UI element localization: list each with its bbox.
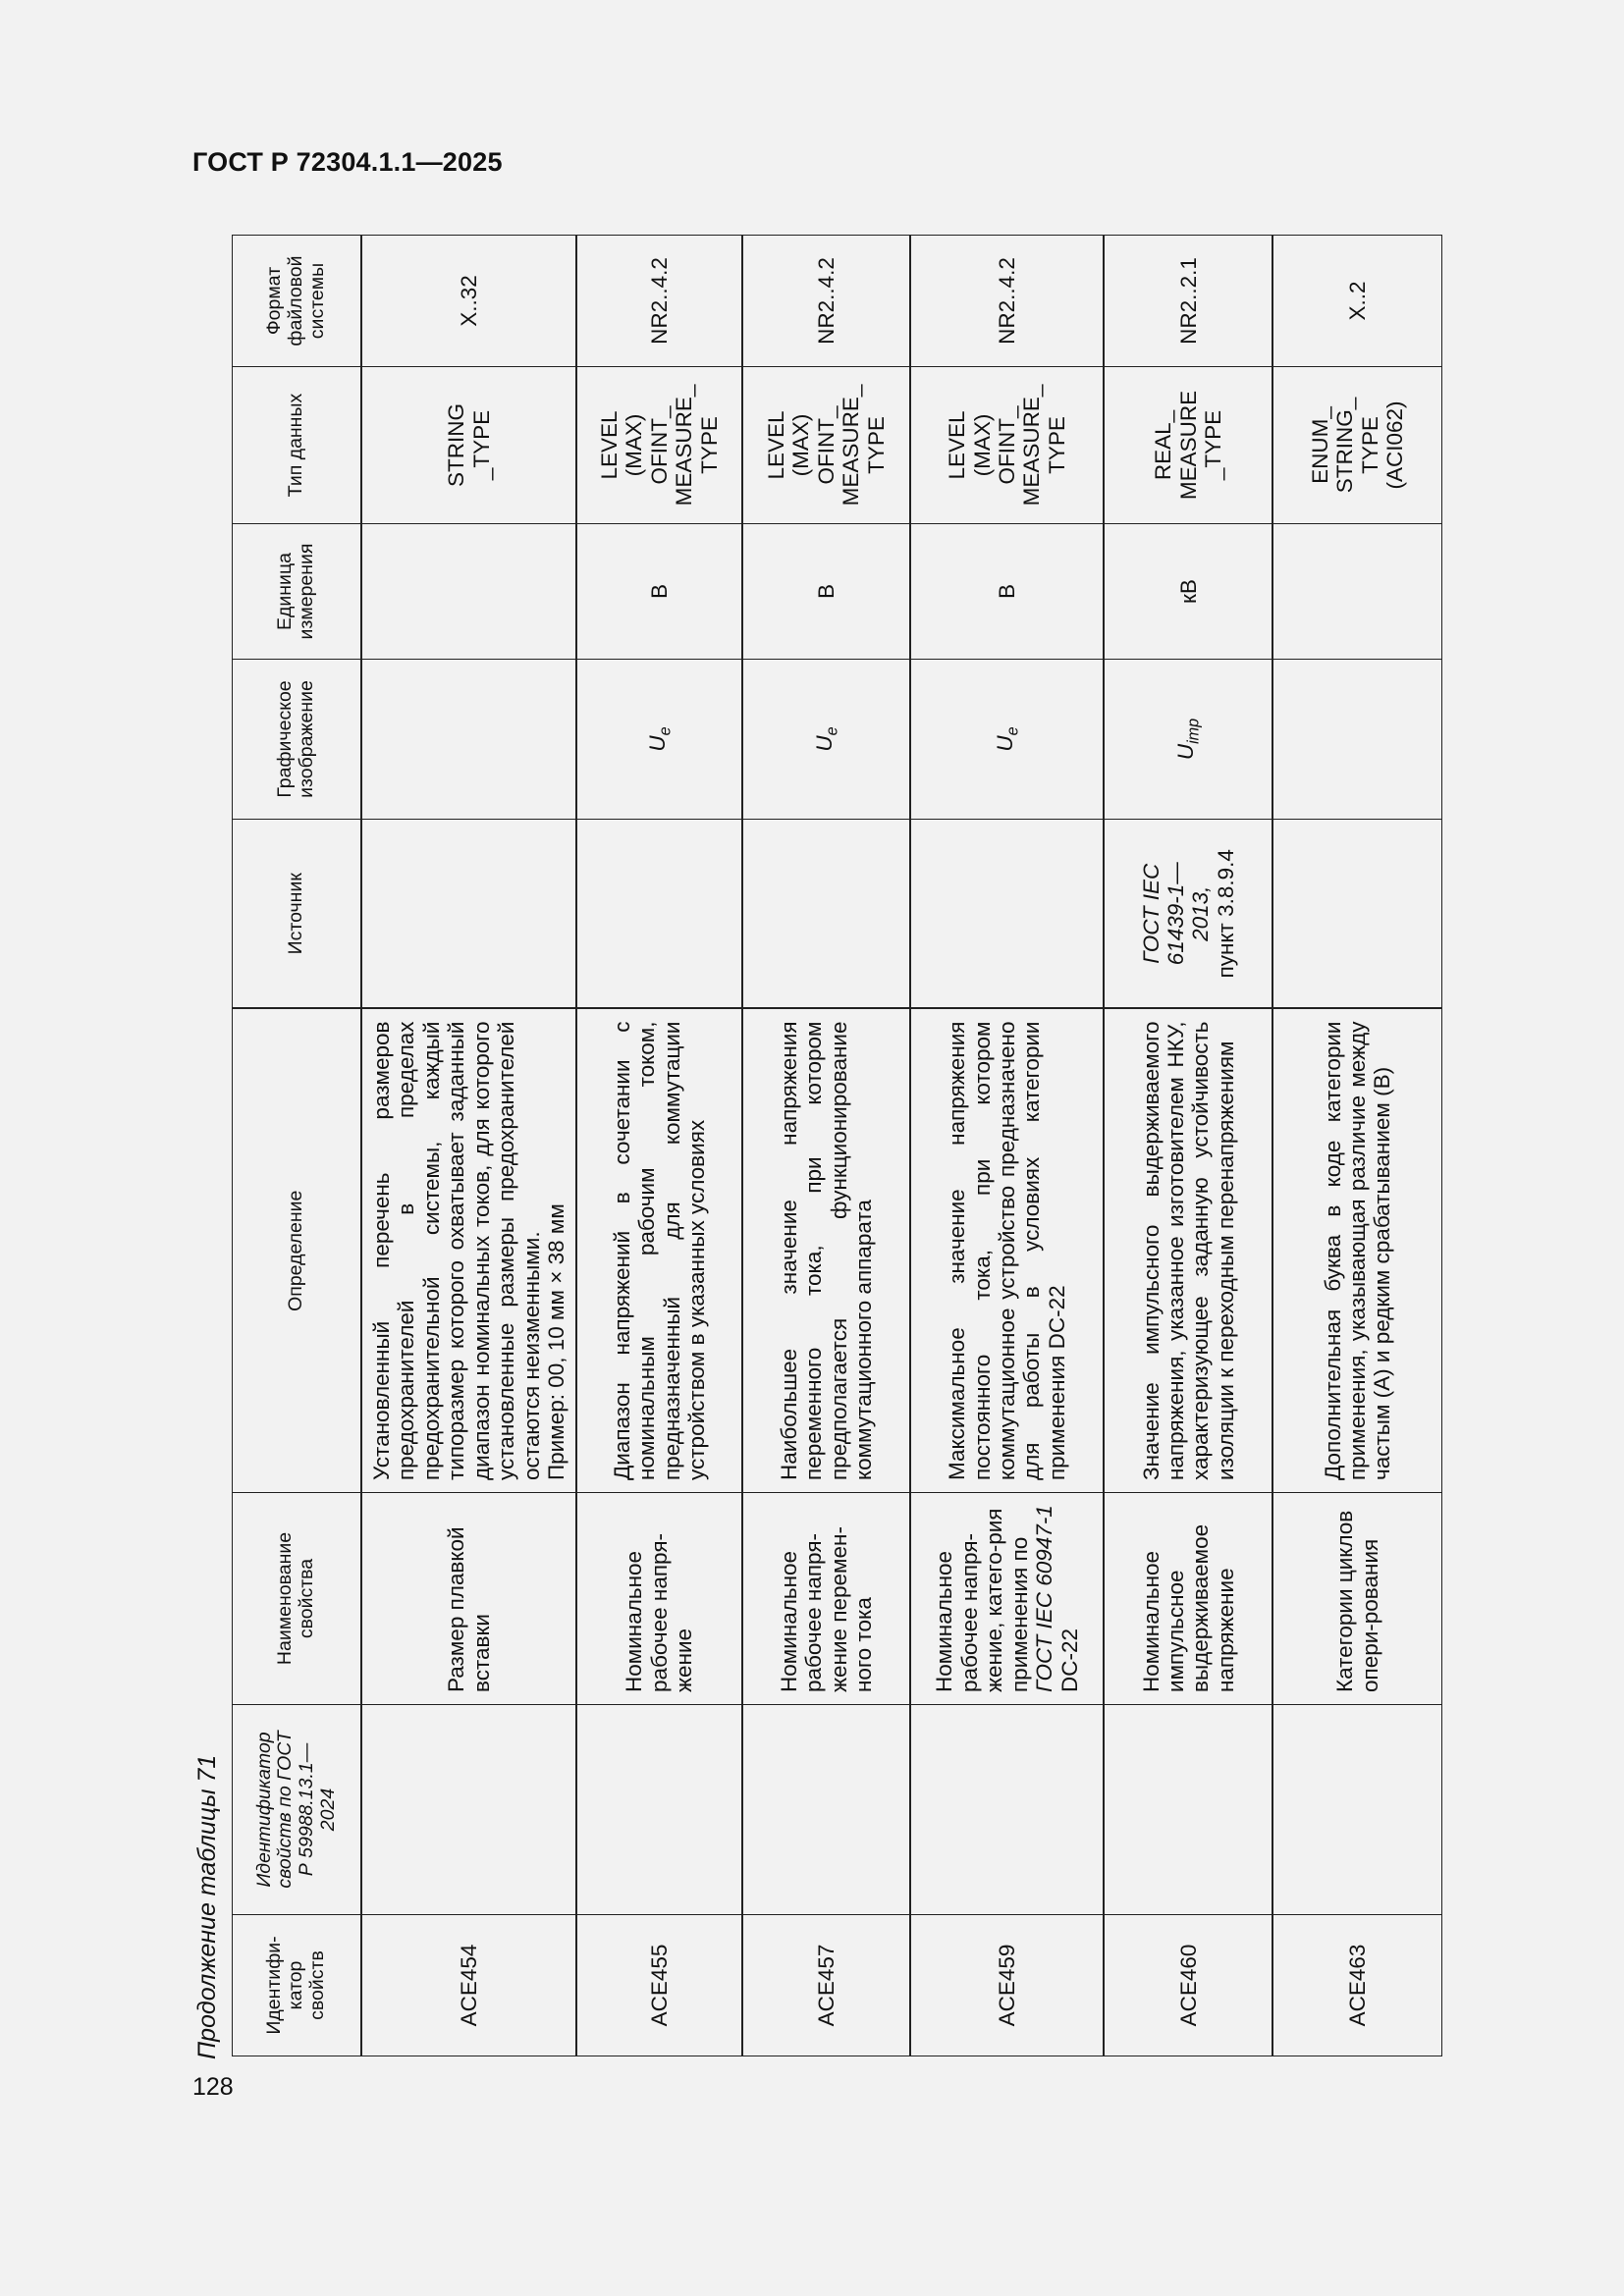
property-definition	[742, 1009, 910, 1493]
property-source	[910, 820, 1104, 1009]
file-format: X..32	[361, 236, 576, 367]
graphic-symbol	[742, 660, 910, 820]
symbol-letter: U	[644, 735, 670, 752]
source-clause: пункт 3.8.9.4	[1213, 849, 1238, 979]
file-format: NR2..2.1	[1104, 236, 1272, 367]
table-row	[742, 236, 910, 2056]
document-id: ГОСТ Р 72304.1.1—2025	[192, 147, 503, 177]
unit	[361, 524, 576, 660]
property-name	[742, 1493, 910, 1705]
col-header-unit: Единица измерения	[233, 524, 362, 660]
definition-text: Максимальное значение напряжения постоянного тока, при котором коммутационное устройство предназначено для работы в условиях категории применения DC-22	[945, 1021, 1069, 1480]
property-definition	[576, 1009, 742, 1493]
table-row	[1104, 236, 1272, 2056]
data-type: LEVEL (MAX) OFINT_ MEASURE_ TYPE	[576, 367, 742, 524]
symbol-letter: U	[992, 735, 1017, 752]
graphic-symbol	[910, 660, 1104, 820]
symbol-subscript: e	[1003, 726, 1022, 736]
symbol-subscript: e	[823, 726, 841, 736]
col-header-source: Источник	[233, 820, 362, 1009]
property-definition	[910, 1009, 1104, 1493]
property-name	[1104, 1493, 1272, 1705]
gost-property-id	[1104, 1705, 1272, 1915]
property-name-text: Размер плавкой вставки	[444, 1526, 494, 1692]
table-row	[910, 236, 1104, 2056]
col-header-name: Наименование свойства	[233, 1493, 362, 1705]
property-source	[742, 820, 910, 1009]
page-number: 128	[192, 2073, 234, 2101]
source-standard: ГОСТ IEC 61439-1— 2013,	[1138, 862, 1214, 966]
gost-property-id	[576, 1705, 742, 1915]
data-type: ENUM_ STRING_ TYPE (ACI062)	[1272, 367, 1441, 524]
file-format: NR2..4.2	[742, 236, 910, 367]
data-type: LEVEL (MAX) OFINT_ MEASURE_ TYPE	[742, 367, 910, 524]
property-id: ACE459	[910, 1915, 1104, 2056]
property-name-part: Номинальное рабочее напря-жение, катего-рия применения по	[932, 1508, 1032, 1692]
property-source	[576, 820, 742, 1009]
symbol-subscript: e	[656, 726, 675, 736]
table-caption: Продолжение таблицы 71	[193, 1754, 221, 2059]
property-name	[910, 1493, 1104, 1705]
property-name-text: Номинальное рабочее напря-жение перемен-ного тока	[776, 1526, 876, 1692]
col-header-id: Идентифи- катор свойств	[233, 1915, 362, 2056]
graphic-symbol	[1272, 660, 1441, 820]
col-header-format: Формат файловой системы	[233, 236, 362, 367]
col-header-gost-id: Идентификатор свойств по ГОСТ Р 59988.13.1— 2024	[233, 1705, 362, 1915]
unit: кВ	[1104, 524, 1272, 660]
property-definition	[361, 1009, 576, 1493]
property-id: ACE457	[742, 1915, 910, 2056]
col-header-definition: Определение	[233, 1009, 362, 1493]
table-row	[361, 236, 576, 2056]
unit: В	[742, 524, 910, 660]
property-id: ACE460	[1104, 1915, 1272, 2056]
definition-text: Дополнительная буква в коде категории применения, указывающая различие между частым (A) и редким срабатыванием (B)	[1320, 1021, 1395, 1480]
property-name-text: Номинальное импульсное выдерживаемое напряжение	[1138, 1523, 1238, 1692]
property-id: ACE455	[576, 1915, 742, 2056]
property-name-part: DC-22	[1056, 1628, 1082, 1692]
file-format: NR2..4.2	[576, 236, 742, 367]
file-format: X..2	[1272, 236, 1441, 367]
definition-example: Пример: 00, 10 мм × 38 мм	[543, 1203, 568, 1480]
property-definition	[1272, 1009, 1441, 1493]
graphic-symbol	[361, 660, 576, 820]
property-name-text: Номинальное рабочее напря-жение	[622, 1533, 697, 1692]
symbol-subscript: imp	[1184, 718, 1203, 744]
property-source	[361, 820, 576, 1009]
gost-property-id	[1272, 1705, 1441, 1915]
data-type: LEVEL (MAX) OFINT_ MEASURE_ TYPE	[910, 367, 1104, 524]
unit	[1272, 524, 1441, 660]
graphic-symbol	[576, 660, 742, 820]
rotated-table-area	[187, 234, 1440, 2061]
unit: В	[910, 524, 1104, 660]
graphic-symbol	[1104, 660, 1272, 820]
symbol-letter: U	[811, 735, 837, 752]
table-row	[1272, 236, 1441, 2056]
definition-text: Наибольшее значение напряжения переменного тока, при котором предполагается функционирование коммутационного аппарата	[776, 1021, 876, 1480]
file-format: NR2..4.2	[910, 236, 1104, 367]
col-header-data-type: Тип данных	[233, 367, 362, 524]
property-id: ACE454	[361, 1915, 576, 2056]
property-name	[576, 1493, 742, 1705]
gost-property-id	[361, 1705, 576, 1915]
property-name-part: ГОСТ IEC 60947-1	[1032, 1505, 1057, 1692]
definition-text: Установленный перечень размеров предохранителей в пределах предохранительной системы, каждый типоразмер которого охватывает заданный диапазон номинальных токов, для которого установленные размеры предохранителей остаются неизменными.	[368, 1021, 544, 1480]
unit: В	[576, 524, 742, 660]
definition-text: Значение импульсного выдерживаемого напряжения, указанное изготовителем НКУ, характеризующее заданную устойчивость изоляции к переходным перенапряжениям	[1138, 1021, 1238, 1480]
property-name-text: Категории циклов опери-рования	[1332, 1510, 1382, 1692]
gost-property-id	[742, 1705, 910, 1915]
property-name	[361, 1493, 576, 1705]
property-name	[1272, 1493, 1441, 1705]
property-id: ACE463	[1272, 1915, 1441, 2056]
data-type: REAL_ MEASURE _TYPE	[1104, 367, 1272, 524]
table-header-row	[233, 236, 362, 2056]
table-row	[576, 236, 742, 2056]
property-source	[1272, 820, 1441, 1009]
property-source	[1104, 820, 1272, 1009]
gost-property-id	[910, 1705, 1104, 1915]
property-definition	[1104, 1009, 1272, 1493]
property-table	[232, 235, 1442, 2056]
col-header-symbol: Графическое изображение	[233, 660, 362, 820]
data-type: STRING _TYPE	[361, 367, 576, 524]
symbol-letter: U	[1173, 743, 1199, 761]
definition-text: Диапазон напряжений в сочетании с номинальным рабочим током, предназначенный для коммутации устройством в указанных условиях	[609, 1021, 709, 1480]
